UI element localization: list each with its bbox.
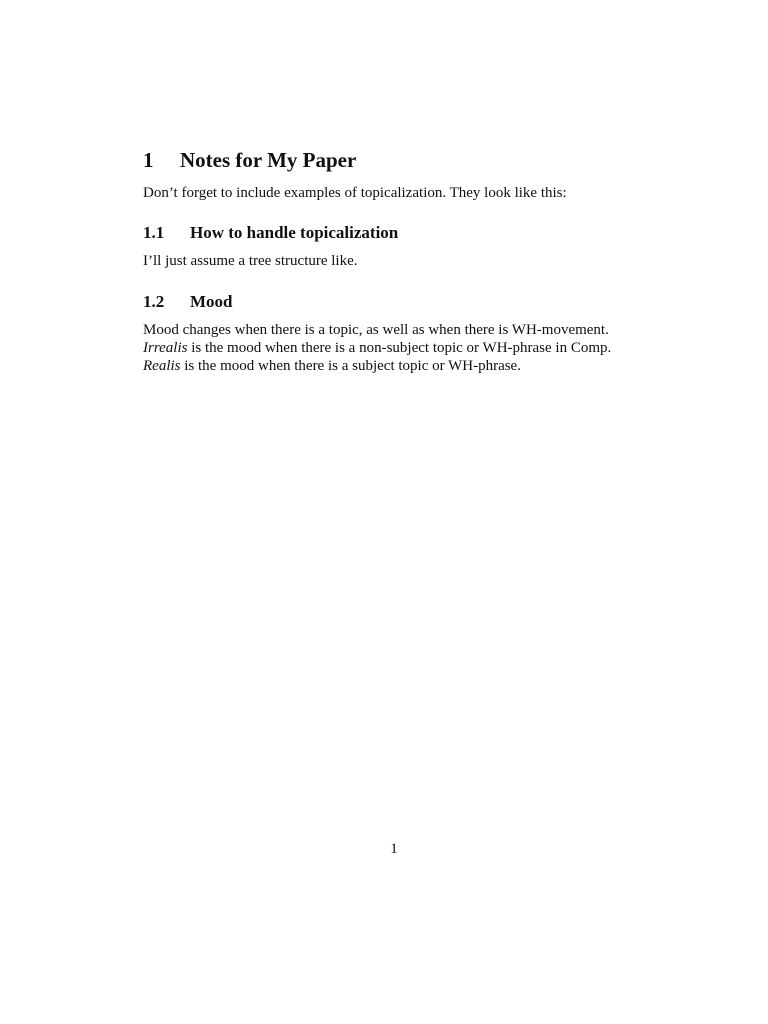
document-body bbox=[143, 146, 643, 375]
realis-term: Realis bbox=[143, 358, 181, 374]
mood-line-3-text: is the mood when there is a subject topic or WH-phrase. bbox=[180, 358, 521, 374]
subsection-number: 1.1 bbox=[143, 223, 165, 242]
subsection-heading-topicalization bbox=[143, 222, 643, 244]
topicalization-paragraph: I’ll just assume a tree structure like. bbox=[143, 253, 358, 269]
mood-line-1: Mood changes when there is a topic, as well as when there is WH-movement. bbox=[143, 322, 609, 338]
mood-line-2-text: is the mood when there is a non-subject topic or WH-phrase in Comp. bbox=[187, 340, 612, 356]
section-intro-paragraph: Don’t forget to include examples of topicalization. They look like this: bbox=[143, 185, 567, 201]
irrealis-term: Irrealis bbox=[143, 340, 188, 356]
subsection-number: 1.2 bbox=[143, 292, 165, 311]
section-title: Notes for My Paper bbox=[180, 148, 357, 172]
mood-line-2 bbox=[143, 339, 643, 357]
page-number: 1 bbox=[390, 841, 398, 857]
section-number: 1 bbox=[143, 148, 154, 172]
subsection-heading-mood bbox=[143, 291, 643, 313]
subsection-title: Mood bbox=[190, 292, 233, 311]
section-heading bbox=[143, 146, 643, 174]
mood-line-3 bbox=[143, 357, 643, 375]
subsection-title: How to handle topicalization bbox=[190, 223, 399, 242]
mood-paragraph bbox=[143, 321, 643, 375]
